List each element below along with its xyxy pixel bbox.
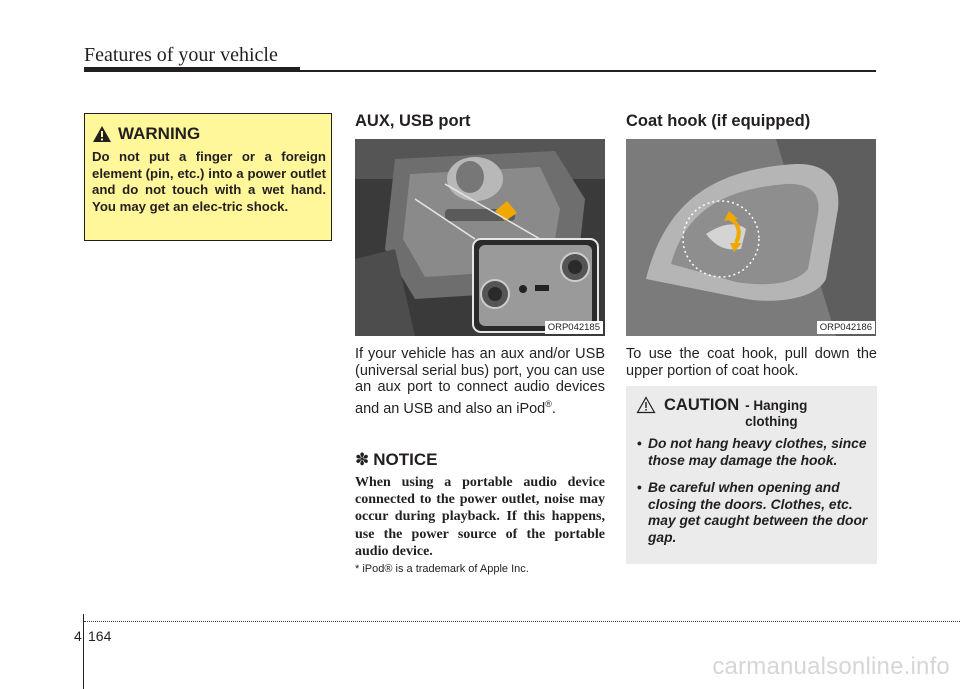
caution-subtitle: - Hanging clothing [745,398,808,429]
coat-hook-body: To use the coat hook, pull down the upper portion of coat hook. [626,346,877,379]
chapter-number: 4 [74,628,82,644]
ipod-footnote: * iPod® is a trademark of Apple Inc. [355,563,529,575]
coat-hook-photo [626,139,877,336]
coat-hook-illustration [626,139,876,336]
caution-box [626,386,877,564]
notice-body: When using a portable audio device connected to the power outlet, noise may occur during playback. If this happens, use the power source of the portable audio device. [355,475,605,559]
notice-title: ✽ NOTICE [355,450,438,469]
caution-title: CAUTION [664,396,740,414]
caution-triangle-icon [636,396,656,414]
header-rule-thick [84,67,300,72]
warning-box [84,113,332,241]
header-rule-thin [300,70,876,72]
coat-hook-image-code: ORP042186 [817,321,875,334]
aux-usb-illustration [355,139,605,336]
watermark: carmanualsonline.info [712,653,950,680]
caution-header [636,395,825,430]
coat-hook-heading: Coat hook (if equipped) [626,112,811,130]
page-header-title: Features of your vehicle [84,44,278,66]
warning-header [92,124,200,144]
caution-list [637,436,869,557]
caution-item: • Be careful when opening and closing the doors. Clothes, etc. may get caught between the door gap. [637,480,869,546]
aux-usb-heading: AUX, USB port [355,112,471,130]
warning-triangle-icon [92,125,112,143]
caution-item: • Do not hang heavy clothes, since those may damage the hook. [637,436,869,469]
notice-star-icon: ✽ [355,450,370,469]
aux-usb-body: If your vehicle has an aux and/or USB (universal serial bus) port, you can use an aux port to connect audio devices and an USB and also an iPod®. [355,346,605,417]
page-number: 164 [88,628,112,644]
aux-usb-photo [355,139,605,336]
warning-title: WARNING [118,124,201,143]
warning-body: Do not put a finger or a foreign element (pin, etc.) into a power outlet and do not touch with a wet hand. You may get an elec-tric shock. [92,149,326,214]
footer-vertical-rule [83,614,84,689]
footer-dotted-rule [84,621,960,622]
aux-usb-image-code: ORP042185 [545,321,603,334]
